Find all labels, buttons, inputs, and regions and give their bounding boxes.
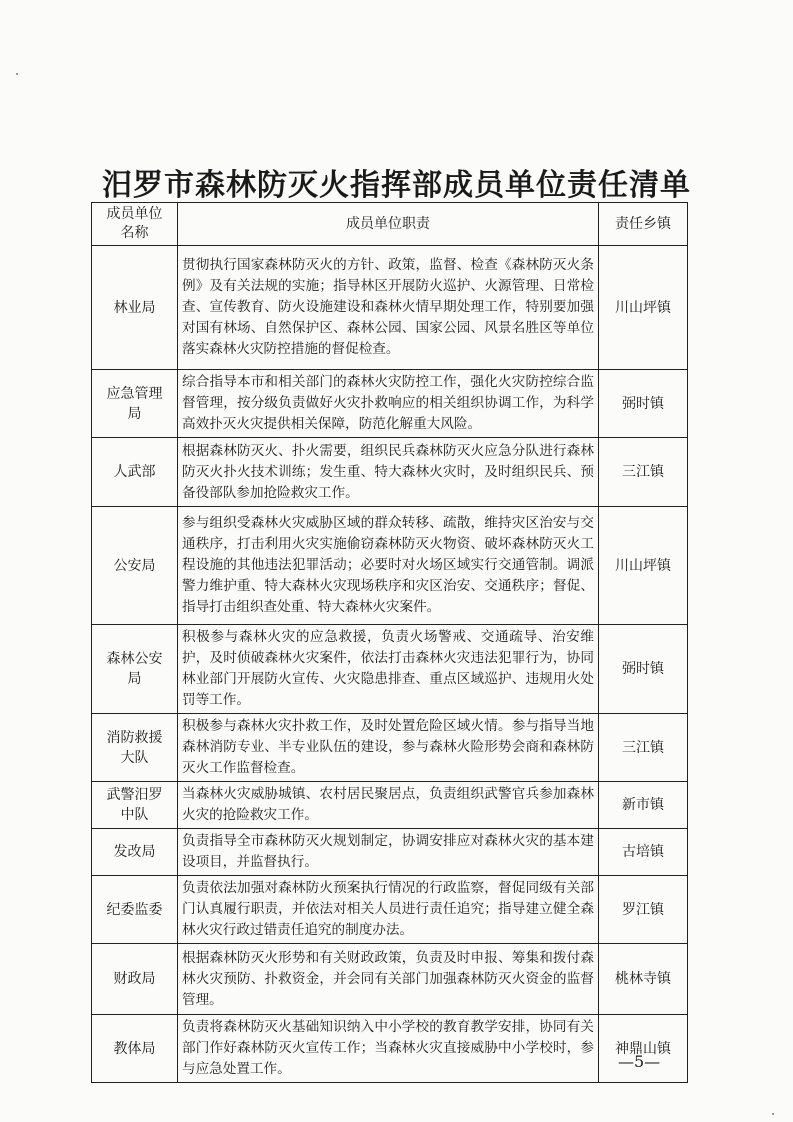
table-row — [92, 829, 688, 876]
unit-duty: 负责将森林防灭火基础知识纳入中小学校的教育教学安排，协同有关部门作好森林防灭火宣传工作；当森林火灾直接威胁中小学校时，参与应急处置工作。 — [178, 1015, 599, 1083]
unit-duty: 根据森林防灭火、扑火需要，组织民兵森林防灭火应急分队进行森林防灭火扑火技术训练；发生重、特大森林火灾时，及时组织民兵、预备役部队参加抢险救灾工作。 — [178, 438, 599, 507]
unit-name: 财政局 — [92, 944, 178, 1015]
table-row — [92, 370, 688, 438]
responsible-town: 三江镇 — [599, 438, 688, 507]
scan-speck — [16, 73, 18, 75]
table-header-row — [92, 203, 688, 246]
table-row — [92, 876, 688, 944]
unit-name: 纪委监委 — [92, 876, 178, 944]
table-row — [92, 438, 688, 507]
unit-duty: 负责指导全市森林防灭火规划制定，协调安排应对森林火灾的基本建设项目，并监督执行。 — [178, 829, 599, 876]
table-row — [92, 507, 688, 625]
document-title: 汨罗市森林防灭火指挥部成员单位责任清单 — [102, 168, 691, 203]
table-row — [92, 782, 688, 829]
unit-duty: 积极参与森林火灾的应急救援，负责火场警戒、交通疏导、治安维护，及时侦破森林火灾案件，依法打击森林火灾违法犯罪行为，协同林业部门开展防火宣传、火灾隐患排查、重点区域巡护、违规用火处罚等工作。 — [178, 625, 599, 714]
header-unit: 成员单位名称 — [92, 203, 178, 246]
unit-duty: 当森林火灾威胁城镇、农村居民聚居点，负责组织武警官兵参加森林火灾的抢险救灾工作。 — [178, 782, 599, 829]
table-row — [92, 1015, 688, 1083]
scan-speck — [772, 1113, 774, 1115]
table-row — [92, 714, 688, 782]
header-town: 责任乡镇 — [599, 203, 688, 246]
unit-name: 消防救援大队 — [92, 714, 178, 782]
responsible-town: 桃林寺镇 — [599, 944, 688, 1015]
responsible-town: 弼时镇 — [599, 625, 688, 714]
unit-duty: 负责依法加强对森林防火预案执行情况的行政监察，督促同级有关部门认真履行职责，并依法对相关人员进行责任追究；指导建立健全森林火灾行政过错责任追究的制度办法。 — [178, 876, 599, 944]
header-duty: 成员单位职责 — [178, 203, 599, 246]
responsible-town: 新市镇 — [599, 782, 688, 829]
unit-name: 教体局 — [92, 1015, 178, 1083]
responsibility-table — [91, 202, 688, 1083]
responsible-town: 罗江镇 — [599, 876, 688, 944]
unit-name: 林业局 — [92, 246, 178, 370]
responsible-town: 三江镇 — [599, 714, 688, 782]
table-row — [92, 246, 688, 370]
unit-name: 武警汨罗中队 — [92, 782, 178, 829]
unit-name: 森林公安局 — [92, 625, 178, 714]
unit-duty: 积极参与森林火灾扑救工作，及时处置危险区域火情。参与指导当地森林消防专业、半专业队伍的建设，参与森林火险形势会商和森林防灭火工作监督检查。 — [178, 714, 599, 782]
responsible-town: 弼时镇 — [599, 370, 688, 438]
responsible-town: 川山坪镇 — [599, 246, 688, 370]
unit-name: 公安局 — [92, 507, 178, 625]
responsible-town: 古培镇 — [599, 829, 688, 876]
page-number: —5— — [618, 1052, 661, 1071]
unit-duty: 综合指导本市和相关部门的森林火灾防控工作，强化火灾防控综合监督管理，按分级负责做好火灾扑救响应的相关组织协调工作，为科学高效扑灭火灾提供相关保障，防范化解重大风险。 — [178, 370, 599, 438]
table-row — [92, 944, 688, 1015]
unit-duty: 参与组织受森林火灾威胁区域的群众转移、疏散，维持灾区治安与交通秩序，打击利用火灾实施偷窃森林防灭火物资、破坏森林防灭火工程设施的其他违法犯罪活动；必要时对火场区域实行交通管制。调派警力维护重、特大森林火灾现场秩序和灾区治安、交通秩序；督促、指导打击组织查处重、特大森林火灾案件。 — [178, 507, 599, 625]
responsible-town: 神鼎山镇 — [599, 1015, 688, 1083]
unit-name: 应急管理局 — [92, 370, 178, 438]
table-row — [92, 625, 688, 714]
unit-duty: 根据森林防灭火形势和有关财政政策，负责及时申报、筹集和拨付森林火灾预防、扑救资金，并会同有关部门加强森林防灭火资金的监督管理。 — [178, 944, 599, 1015]
responsible-town: 川山坪镇 — [599, 507, 688, 625]
unit-name: 发改局 — [92, 829, 178, 876]
unit-name: 人武部 — [92, 438, 178, 507]
unit-duty: 贯彻执行国家森林防灭火的方针、政策，监督、检查《森林防灭火条例》及有关法规的实施；指导林区开展防火巡护、火源管理、日常检查、宣传教育、防火设施建设和森林火情早期处理工作，特别要加强对国有林场、自然保护区、森林公园、国家公园、风景名胜区等单位落实森林火灾防控措施的督促检查。 — [178, 246, 599, 370]
